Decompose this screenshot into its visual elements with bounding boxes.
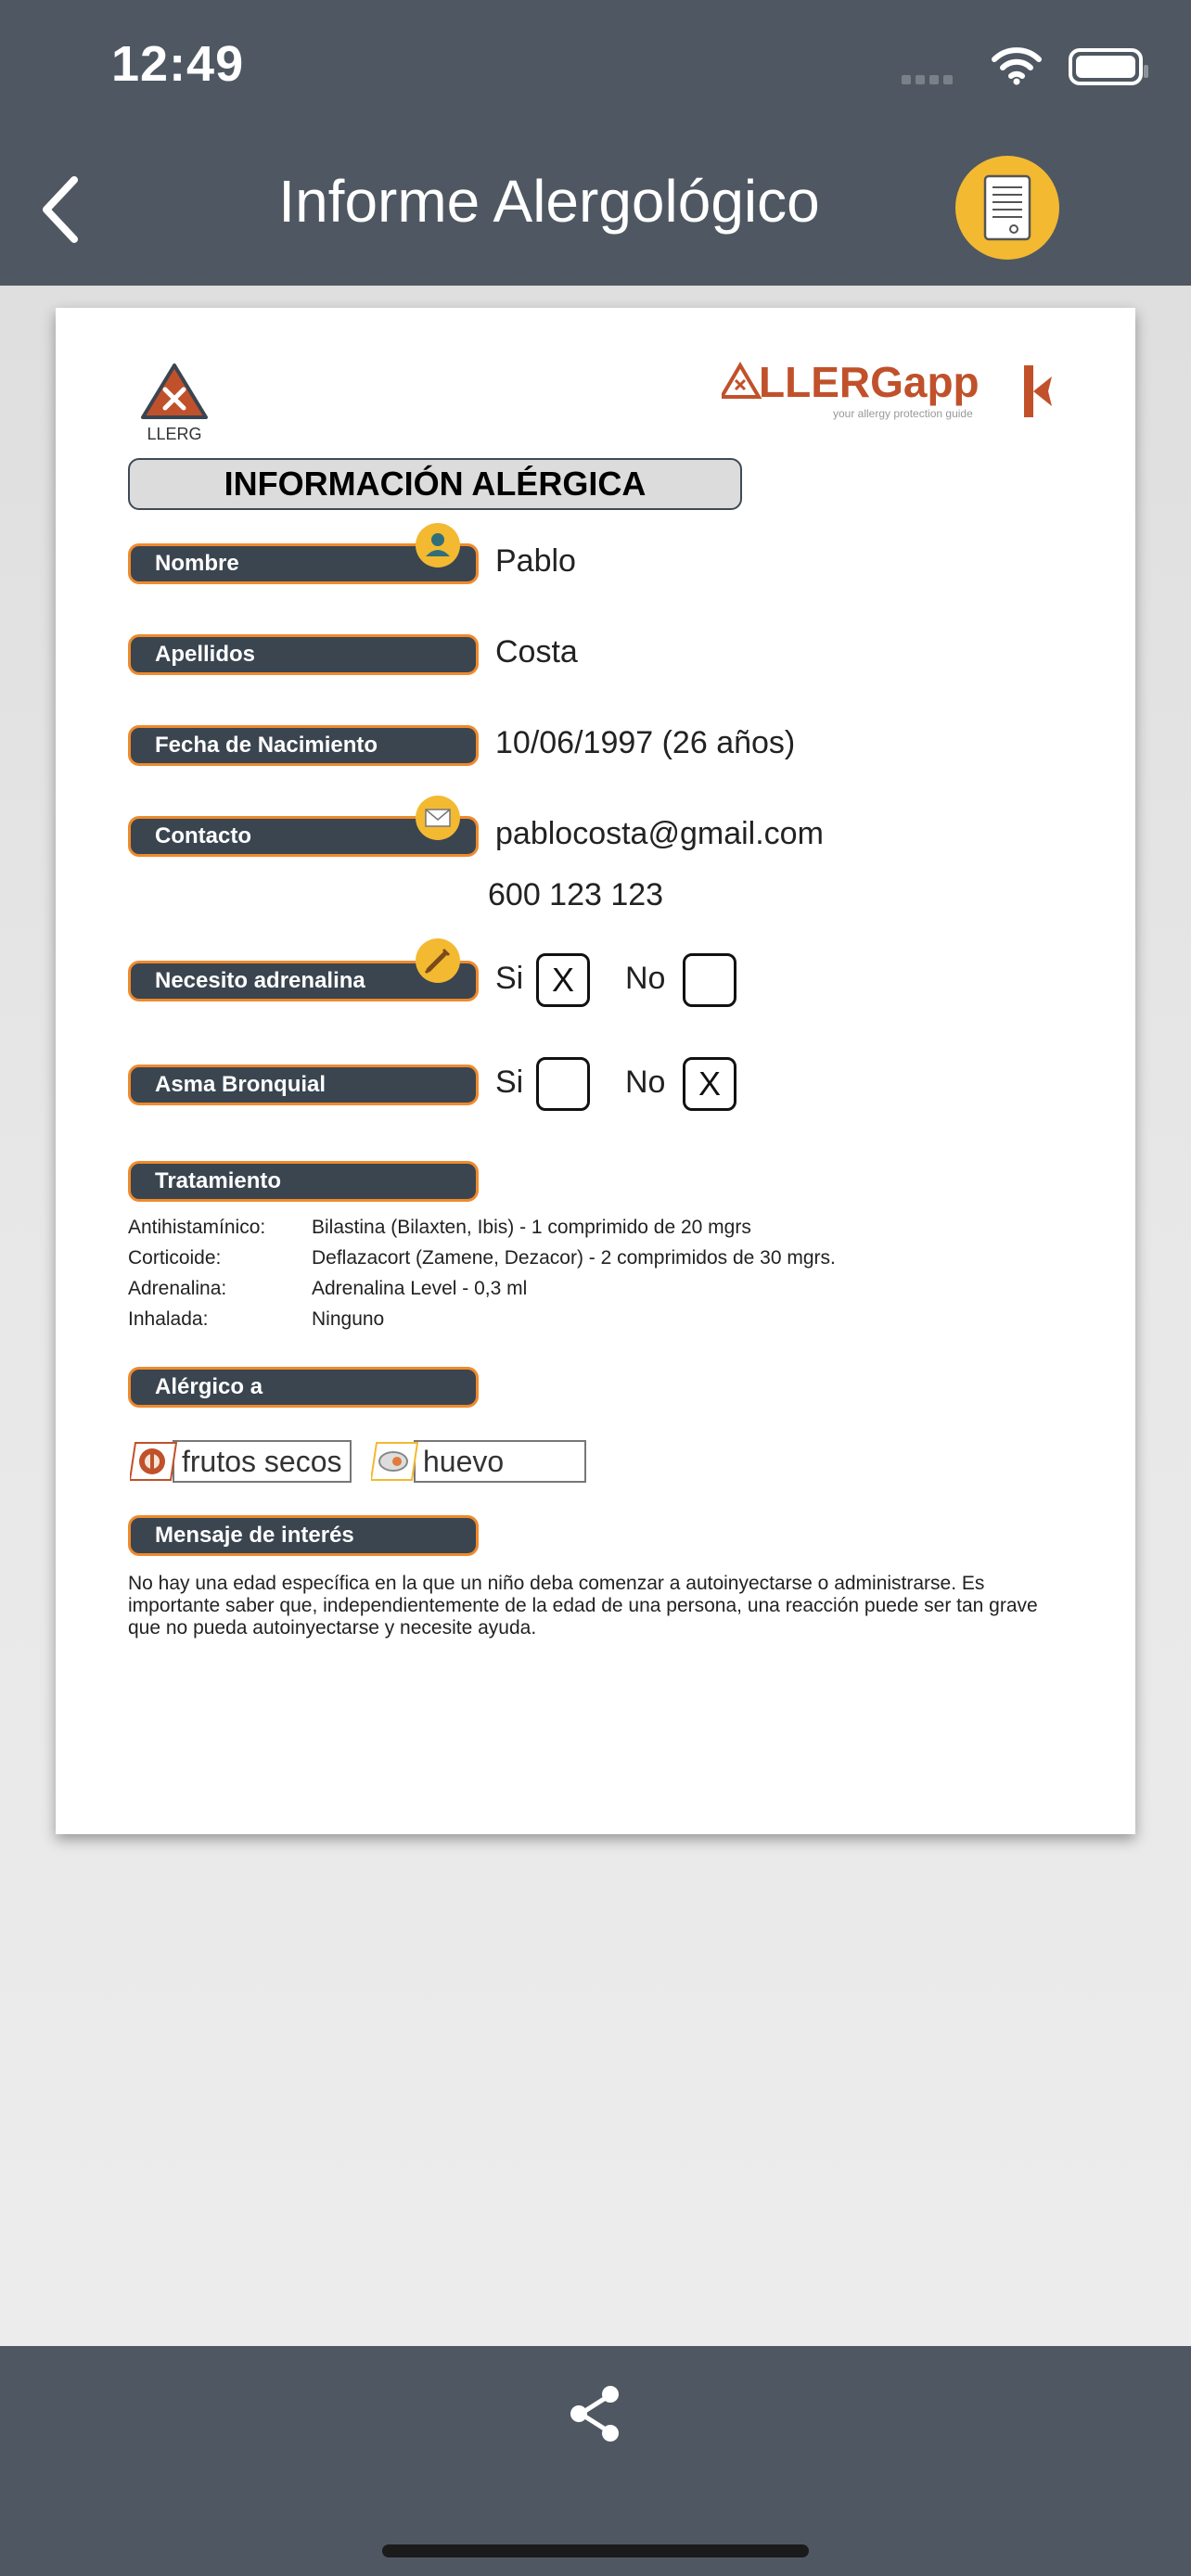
treatment-row: Inhalada: Ninguno [128,1308,385,1330]
asma-si-label: Si [495,1065,524,1100]
treatment-row: Corticoide: Deflazacort (Zamene, Dezacor) - 2 comprimidos de 30 mgrs. [128,1247,836,1269]
syringe-icon [416,938,460,983]
mail-icon [416,796,460,840]
allergen-chip [371,1439,586,1484]
logo-left-text: LLERG [147,425,202,443]
label-apellidos: Apellidos [128,634,479,675]
adrenalina-no-label: No [625,961,666,996]
asma-no-label: No [625,1065,666,1100]
allergen-label: frutos secos [173,1440,352,1483]
value-email: pablocosta@gmail.com [495,816,824,851]
logo-right-text: LLERGapp [759,358,980,406]
value-phone: 600 123 123 [488,877,664,912]
value-fecha-nacimiento: 10/06/1997 (26 años) [495,725,796,760]
adrenalina-si-checkbox[interactable]: X [536,953,590,1007]
label-mensaje: Mensaje de interés [128,1515,479,1556]
treatment-row: Adrenalina: Adrenalina Level - 0,3 ml [128,1278,528,1299]
label-asma: Asma Bronquial [128,1065,479,1105]
adrenalina-no-checkbox[interactable] [683,953,736,1007]
home-indicator [382,2544,809,2557]
page-title: Informe Alergológico [278,168,820,235]
allergen-chip [130,1439,352,1484]
allergapp-logo [722,356,1065,440]
asma-si-checkbox[interactable] [536,1057,590,1111]
allergy-report-document [56,308,1135,1834]
label-tratamiento: Tratamiento [128,1161,479,1202]
egg-icon [371,1439,419,1484]
cellular-signal-icon [902,72,957,89]
value-apellidos: Costa [495,634,578,670]
treatment-list [128,1217,836,1339]
bottom-toolbar [0,2346,1191,2576]
document-icon [955,156,1059,260]
label-adrenalina: Necesito adrenalina [128,961,479,1001]
treatment-row: Antihistamínico: Bilastina (Bilaxten, Ibis) - 1 comprimido de 20 mgrs [128,1217,751,1238]
navigation-bar [0,0,1191,286]
allergapp-logo-small [137,362,211,445]
adrenalina-si-label: Si [495,961,524,996]
logo-tagline: your allergy protection guide [833,407,973,420]
report-document-button[interactable] [955,156,1059,260]
label-nombre: Nombre [128,543,479,584]
status-icons [902,45,1143,91]
person-icon [416,523,460,567]
share-icon[interactable] [564,2383,625,2444]
label-contacto: Contacto [128,816,479,857]
label-fecha-nacimiento: Fecha de Nacimiento [128,725,479,766]
allergen-label: huevo [414,1440,586,1483]
asma-no-checkbox[interactable]: X [683,1057,736,1111]
nuts-icon [130,1439,178,1484]
section-title: INFORMACIÓN ALÉRGICA [128,458,742,510]
status-time: 12:49 [111,36,245,92]
label-alergico: Alérgico a [128,1367,479,1408]
value-nombre: Pablo [495,543,576,579]
message-text: No hay una edad específica en la que un niño deba comenzar a autoinyectarse o administrarse. Es importante saber que, independientemente de la edad de una persona, una reacción puede ser tan grave que no pueda autoinyectarse y necesite ayuda. [128,1573,1038,1639]
battery-icon [1069,48,1143,85]
wifi-icon [991,45,1043,85]
